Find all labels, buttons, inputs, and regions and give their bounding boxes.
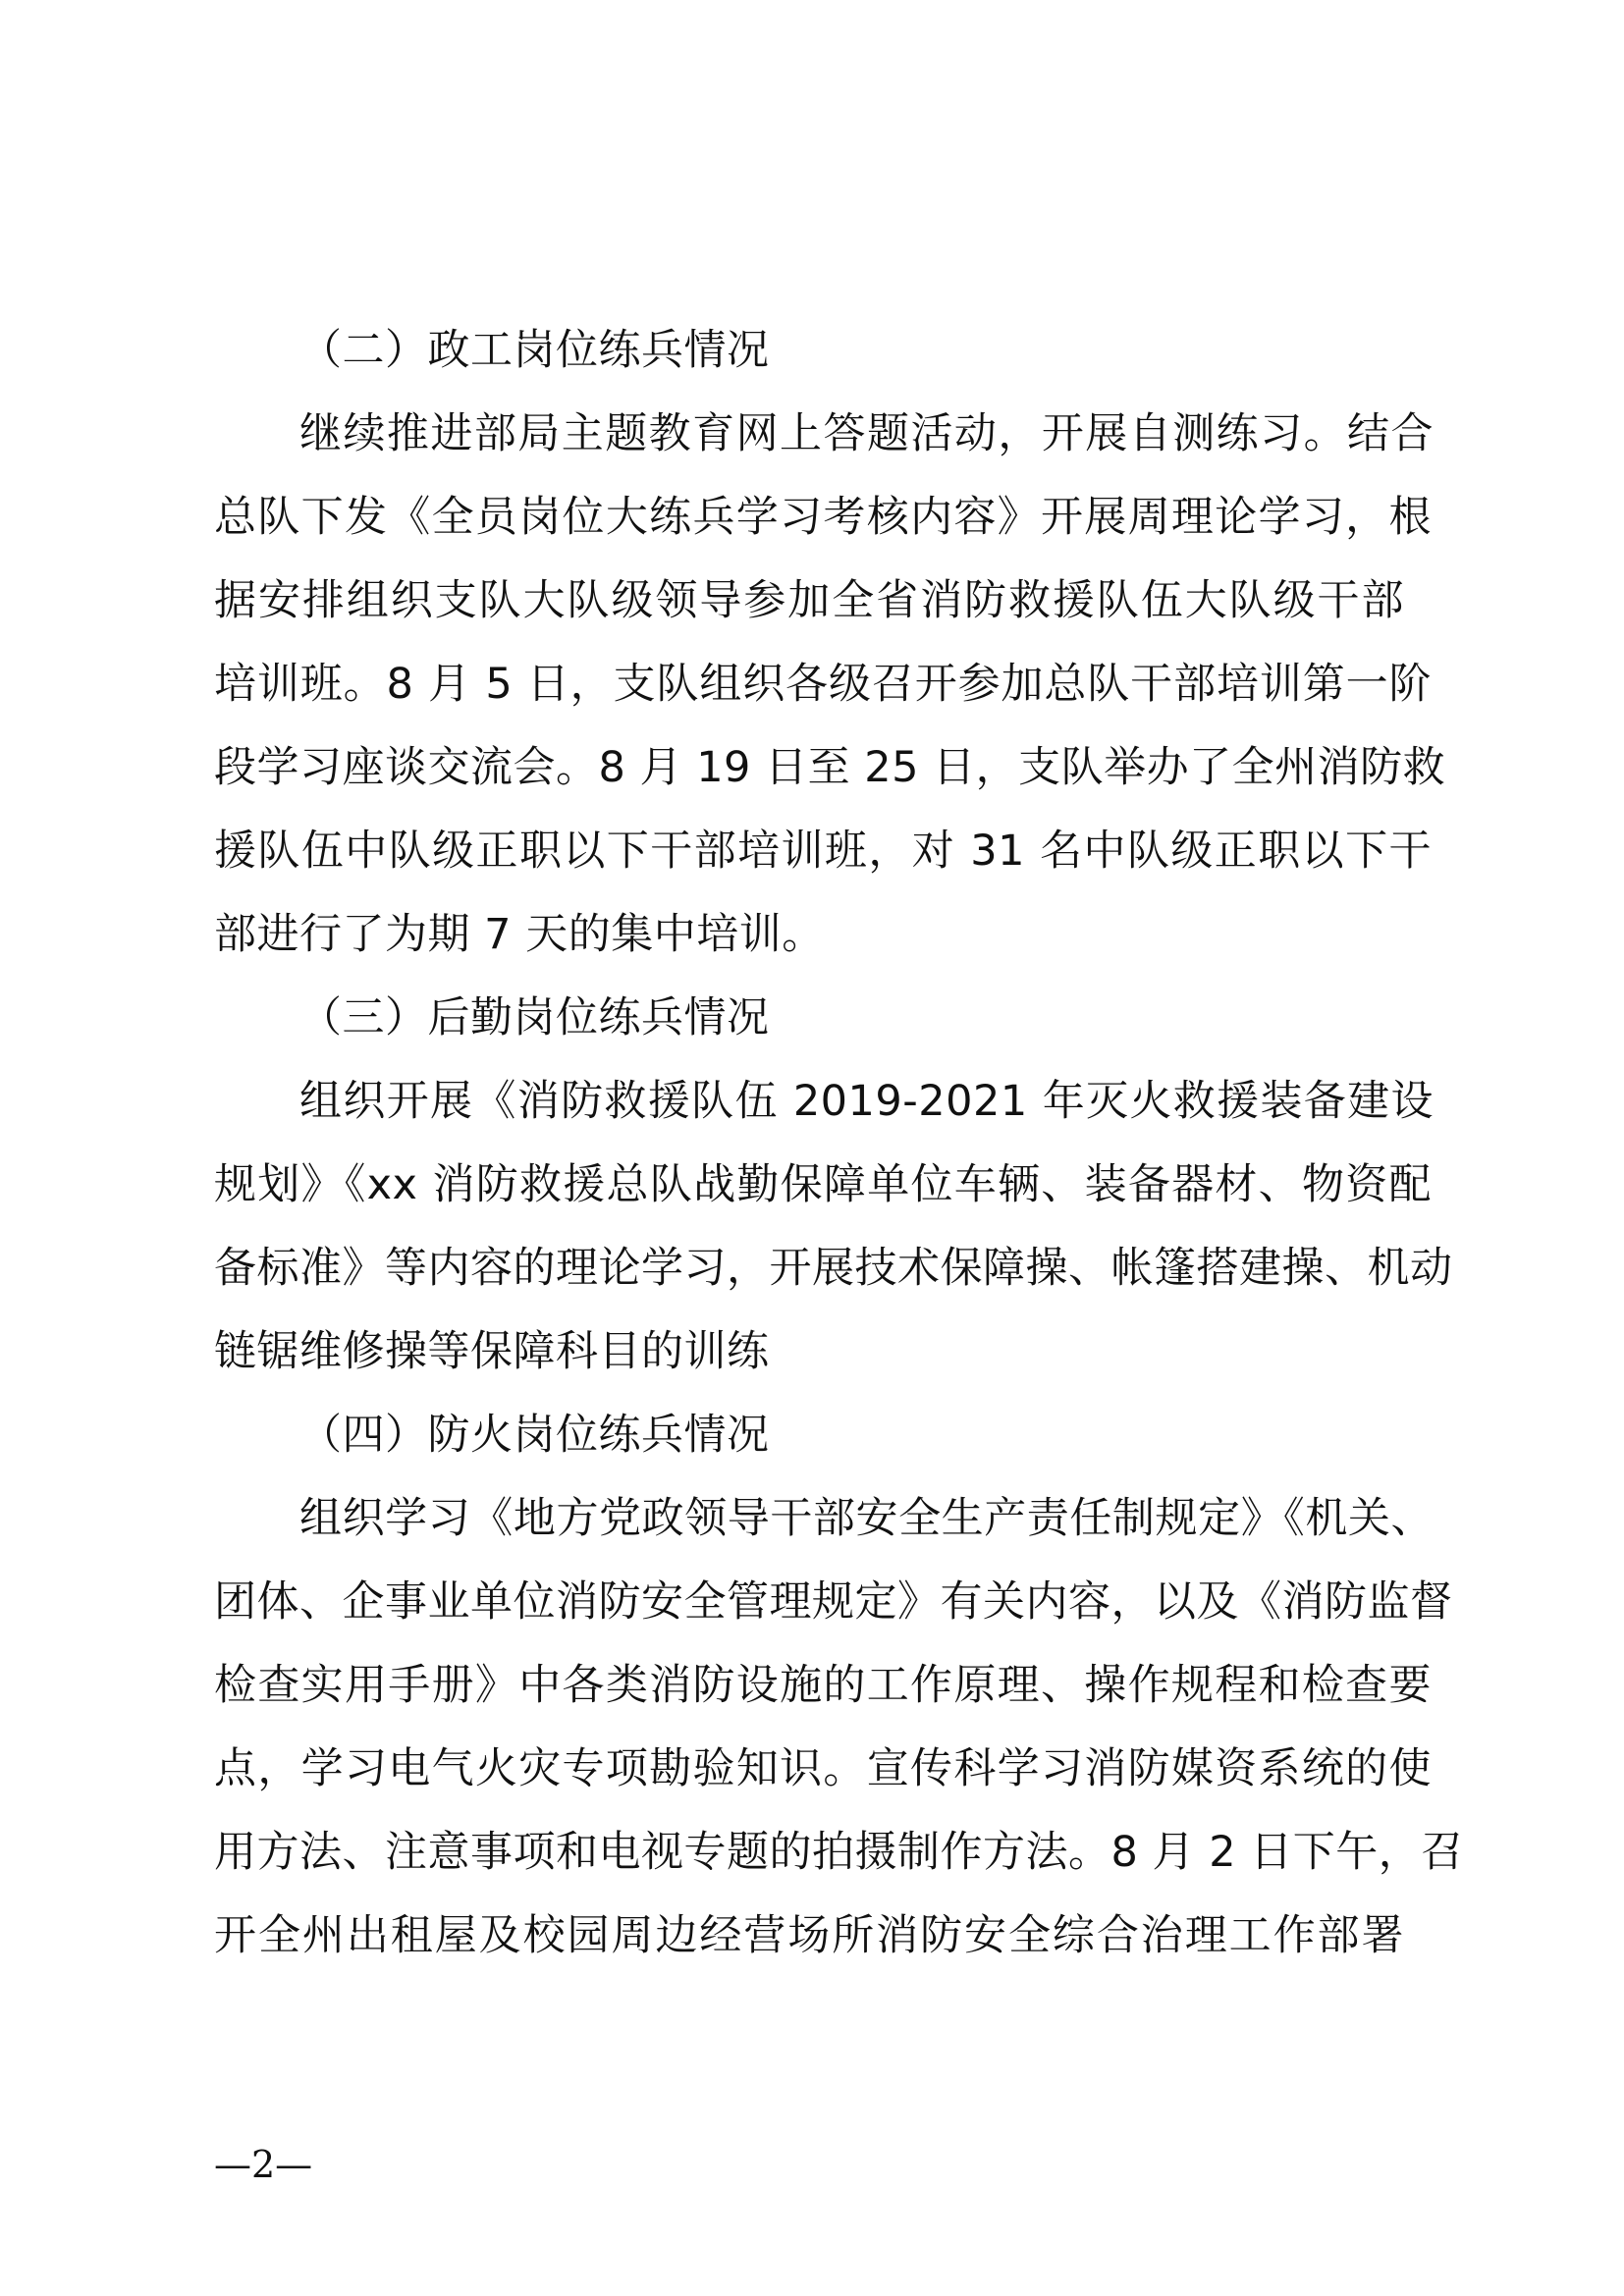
section-heading-political-training: （二）政工岗位练兵情况 — [299, 326, 770, 375]
paragraph-line: 用方法、注意事项和电视专题的拍摄制作方法。8 月 2 日下午，召 — [214, 1828, 1464, 1877]
paragraph-line: 点，学习电气火灾专项勘验知识。宣传科学习消防媒资系统的使 — [214, 1744, 1432, 1793]
section-heading-fire-prevention-training: （四）防火岗位练兵情况 — [299, 1411, 770, 1460]
paragraph-line: 培训班。8 月 5 日，支队组织各级召开参加总队干部培训第一阶 — [214, 660, 1432, 709]
paragraph-line: 部进行了为期 7 天的集中培训。 — [214, 910, 825, 959]
page-number: —2— — [214, 2143, 313, 2186]
paragraph-line: 段学习座谈交流会。8 月 19 日至 25 日，支队举办了全州消防救 — [214, 743, 1446, 792]
paragraph-line: 团体、企事业单位消防安全管理规定》有关内容，以及《消防监督 — [214, 1577, 1453, 1627]
paragraph-line: 组织学习《地方党政领导干部安全生产责任制规定》《机关、 — [299, 1494, 1434, 1543]
paragraph-line: 继续推进部局主题教育网上答题活动，开展自测练习。结合 — [299, 409, 1434, 458]
paragraph-line: 检查实用手册》中各类消防设施的工作原理、操作规程和检查要 — [214, 1661, 1432, 1710]
paragraph-line: 开全州出租屋及校园周边经营场所消防安全综合治理工作部署 — [214, 1911, 1404, 1960]
paragraph-line: 组织开展《消防救援队伍 2019-2021 年灭火救援装备建设 — [299, 1077, 1434, 1126]
paragraph-line: 备标准》等内容的理论学习，开展技术保障操、帐篷搭建操、机动 — [214, 1244, 1453, 1293]
paragraph-line: 据安排组织支队大队级领导参加全省消防救援队伍大队级干部 — [214, 576, 1404, 625]
paragraph-line: 规划》《xx 消防救援总队战勤保障单位车辆、装备器材、物资配 — [214, 1160, 1432, 1209]
section-heading-logistics-training: （三）后勤岗位练兵情况 — [299, 993, 770, 1042]
paragraph-line: 链锯维修操等保障科目的训练 — [214, 1327, 770, 1376]
paragraph-line: 援队伍中队级正职以下干部培训班，对 31 名中队级正职以下干 — [214, 827, 1432, 876]
paragraph-line: 总队下发《全员岗位大练兵学习考核内容》开展周理论学习，根 — [214, 493, 1432, 542]
